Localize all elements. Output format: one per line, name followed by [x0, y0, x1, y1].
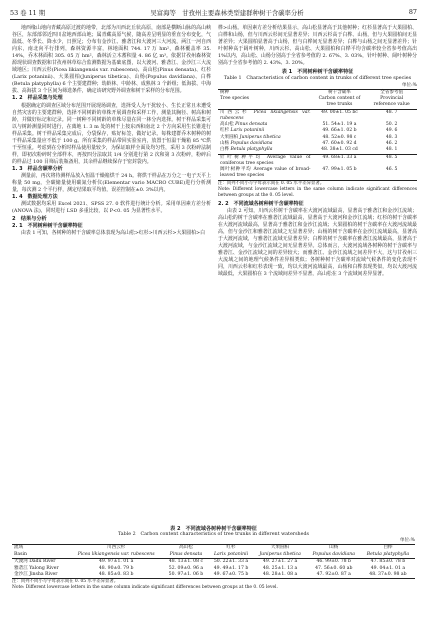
table-row: [218, 167, 417, 180]
t1-species-cn: 高山松: [220, 122, 234, 128]
t1-average-cn: 阔叶树种平均: [220, 167, 252, 173]
t2-value: 49. 04±1. 01 a: [370, 565, 406, 571]
section-1-4-heading: 1. 4 数据处理方法: [12, 194, 58, 201]
study-area-paragraph: 地西缘山地向青藏高原过渡的地带，北部为川西北丘状高原，南部是横断山脉的高山峡谷区，东部部邻近四川盆地西部山地；属青藏高原气候，随高差呈明显的垂直分布变化，气温低、冬季长、降水少，日照足；分布有金沙江、雅砻江和大渡河三大河流，两江一河自西向东，南北向平行排列，森林资源丰富，林地面积 744. 17 万 hm²，森林覆盖率 35. 14%，乔木林面积 305. 05 万 hm²，森林活立木蓄积量 4. 86 亿 m³。依据甘孜州森林资源现状调查数据和甘孜州林草综合监测数据为基础底图，以大渡河、雅砻江、金沙江三大流域地区；川西云杉(Picea likiangensis var. rubescens)、高山松(Pinus densata)、红杉(Larix potaninii)、大果圆柏(Juniperus tibetica)、山杨(Populus davidiana)、白桦(Betula platyphylla) 6 个主要建群种；幼龄林、中龄林、成熟林 3 个龄组；低海拔、中海拔、高海拔 3 个区间为筛选条件，确定该研究野外调查和树干采样的分布范围。: [12, 25, 211, 95]
t1-species-cn: 大果圆柏: [220, 134, 239, 140]
section-2-heading: 2 结果与分析: [12, 216, 47, 223]
carbon-analysis-paragraph: 测量前，再次将待测样品放入恒温干燥箱烘干 24 h。将烘干样品在万分之一电子天平上称量 50 mg，全碳储量使用碳氮分析仪(Elementar vario MACRO CUBE)进行分析测量，每次测 2 个平行样，测定结果取平均值，误差控制在±0. 3%以内。: [12, 172, 211, 194]
t2-value: 49. 27±1. 27 a: [262, 559, 298, 565]
t1-species-cn: 红杉: [220, 128, 230, 134]
table-row: [218, 154, 417, 167]
t2-basin: 雅砻江 Yalong River: [14, 565, 59, 571]
t1-head-species-en: Tree species: [218, 96, 313, 109]
t1-carbon-value: 48. 38±1. 03 cd: [321, 147, 358, 153]
t2-value: 50. 97±1. 06 b: [163, 572, 208, 579]
t2-basin: 金沙江 Jinsha River: [12, 572, 69, 579]
t1-species-latin: Betula platyphylla: [230, 147, 273, 153]
section-2-1-heading: 2. 1 不同树种树干含碳率特征: [12, 223, 83, 230]
t2-head-species: 高山松: [163, 545, 208, 552]
t1-carbon-value: 47. 99±1. 05 b: [313, 167, 367, 180]
t1-head-reference-en: Provincial reference value: [366, 96, 417, 109]
t2-head-species-latin: Populus davidiana: [307, 552, 361, 559]
header-rule: [10, 19, 417, 20]
t1-species-latin: Populus davidiana: [230, 141, 273, 146]
table-2-caption-en: Table 2 Carbon content characteristics of tree trunks in different watersheds: [117, 532, 310, 537]
t1-species-cn: 山杨: [220, 141, 230, 146]
t2-head-species-latin: Pinus densata: [163, 552, 208, 559]
t1-reference-value: 48. 1: [385, 147, 398, 153]
table-2-block: [12, 523, 415, 591]
t1-reference-value: 48. 3: [385, 134, 398, 140]
t2-value: 49. 67±0. 75 b: [208, 572, 253, 579]
t1-reference-value: 46. 5: [366, 167, 417, 180]
results-continued-paragraph: 桦>山杨。单因素方差分析结果显示，高山松显著高于其他树种；红杉显著高于大果圆柏、白桦和山杨，但与川西云杉间无显著差异；川西云杉高于白桦、山杨，但与大果圆柏间无显著差异；大果圆柏显著高于山杨，但与白桦间无显著差异；白桦与山杨之间无显著差异；针叶树种高于阔叶树种，川西云杉、高山松、大果圆柏和白桦平均含碳率较全省参考值高出 1%以内，高山松、山杨分别高于全省参考值的 2. 67%、3. 03%，针叶树种、阔叶树种分别高于全省参考值的 2. 43%、3. 20%。: [218, 25, 417, 67]
t2-value: 46. 99±0. 78 b: [316, 559, 352, 565]
t2-head-species: 白桦: [361, 545, 415, 552]
t2-head-species: 大果圆柏: [254, 545, 307, 552]
t2-value: 48. 90±0. 79 b: [98, 565, 134, 571]
t2-head-species-latin: Juniperus tibetica: [254, 552, 307, 559]
section-1-3-heading: 1. 3 样品含碳率分析: [12, 165, 63, 172]
table-1-note: 注：同列不同小写字母表示间在 0. 05 水平差异显著。: [218, 180, 325, 186]
t2-value: 52. 09±0. 96 a: [168, 565, 204, 571]
t2-value: 47. 85±0. 78 b: [370, 559, 406, 565]
t2-value: 49. 97±1. 01 a: [98, 559, 134, 565]
t2-value: 50. 22±1. 33 a: [213, 559, 249, 565]
t1-head-reference-cn: 全省参考值: [380, 89, 404, 95]
t2-head-species: 川西云杉: [69, 545, 164, 552]
table-1-caption: 表 1 不同树种树干含碳率特征: [281, 69, 354, 76]
table-2-unit: 单位:%: [399, 538, 415, 544]
t2-value: 48. 13±1. 08 c: [168, 559, 204, 565]
table-1-caption-en: Table 1 Characteristics of carbon content in trunks of different tree species: [223, 76, 412, 82]
t1-head-species: [218, 89, 313, 96]
t1-species-latin: Picea likiangensis var. rubescens: [220, 109, 311, 121]
left-column: [12, 25, 211, 237]
table-1-note-en: Note: Different lowercase letters in the same column indicate significant differences between groups at the 0. 05 level.: [218, 186, 417, 198]
t2-value: 47. 92±0. 87 a: [307, 572, 361, 579]
table-2: [12, 544, 415, 579]
t2-head-basin: 流域: [12, 545, 69, 552]
t1-species-latin: Juniperus tibetica: [239, 134, 281, 140]
t2-value: 49. 49±1. 17 b: [213, 565, 249, 571]
t1-average-en: Average value of coniferous tree species: [220, 154, 311, 166]
section-1-2-heading: 1. 2 样品采集与处理: [12, 95, 63, 102]
table-row: [12, 559, 415, 566]
table-row: [218, 147, 417, 154]
right-column: [218, 25, 417, 278]
issue-label: 53 卷 11 期: [10, 8, 46, 17]
t2-head-species-latin: Picea likiangensis var. rubescens: [69, 552, 164, 559]
t1-carbon-value: 48. 52±0. 98 c: [322, 134, 357, 140]
t1-reference-value: 48. 5: [366, 154, 417, 167]
t1-average-cn: 针叶树种平均: [220, 154, 263, 160]
sampling-paragraph: 根据确定的调查区域分布范围开展现场调查，选择受人为干扰较小、生长正常且未遭受自然灾害的主要建群种，选择不同树龄的单株开展调查和采样工作，测量其胸径、树高和树龄，并做好标记和记录。同一树种不同树龄的单株尽量在同一林分内选择。树干样品采集可以与树龄测量同时进行，在离地 1. 3 m 处的树干上按东西和南北 2 个方向采用生长锥进行样品采集。树干样品采集完成后，分袋保存，贴好标签，做好记录。每株建群乔木树种的树干样品采集量应不低于 100 g。所有采集的样品带回实验室内，放置于恒温干燥箱 85 ℃烘干至恒重。考虑到在分析时样品使用量较少，为保证取样全面及均匀性，采用 3 次粉碎法制样，即初次粉碎时全部样本，再按四分法取其 1/4 分别进行第 2 次和第 3 次粉碎，粉碎后的样品过 100 目筛后装瓶备用，其余样品继续保存于密封袋内。: [12, 102, 211, 165]
table-row: [12, 572, 415, 579]
t1-species-cn: 川西云杉: [220, 109, 250, 115]
t2-head-species-latin: Betula platyphylla: [361, 552, 415, 559]
t2-head-species: 红杉: [208, 545, 253, 552]
t1-carbon-value: 49. 68±1. 33 a: [313, 154, 367, 167]
table-1-unit: 单位:%: [401, 82, 417, 88]
table-1: [218, 89, 417, 181]
t1-species-latin: Pinus densata: [235, 122, 268, 128]
t2-head-species: 山杨: [307, 545, 361, 552]
t1-head-carbon: [313, 89, 367, 96]
data-processing-paragraph: 测试数据均采用 Excel 2021、SPSS 27. 0 软件进行统计分析。采用单因素方差分析(ANOVA 法)，同时进行 LSD 多重比较，以 P<0. 05 为显著性水平。: [12, 201, 211, 215]
t1-head-species-cn: 树种: [220, 89, 230, 95]
t1-reference-value: 48. 7: [385, 109, 398, 115]
t1-reference-value: 46. 2: [385, 141, 398, 146]
t1-species-latin: Larix potaninii: [230, 128, 265, 134]
t2-value: 48. 28±1. 08 a: [254, 572, 307, 579]
t1-carbon-value: 51. 54±1. 19 a: [322, 122, 357, 128]
t2-value: 48. 85±0. 83 b: [69, 572, 164, 579]
t1-carbon-value: 49. 00±1. 05 bc: [321, 109, 358, 115]
t1-head-reference: [366, 89, 417, 96]
page-number: 87: [408, 8, 417, 16]
t2-value: 48. 37±0. 98 ab: [361, 572, 415, 579]
t2-value: 48. 25±1. 13 a: [262, 565, 298, 571]
running-title: 吴富海等 甘孜州主要森林类型建群种树干含碳率分析: [150, 8, 304, 17]
table-2-note-en: Note: Different lowercase letters in the same column indicate significant differences between groups at the 0. 05 level.: [12, 585, 278, 591]
table-row: [218, 109, 417, 122]
t2-head-species-latin: Larix potaninii: [208, 552, 253, 559]
t1-reference-value: 49. 6: [385, 128, 398, 134]
table-2-note: 注：同列不同小写字母表示间在 0. 05 水平差异显著。: [12, 579, 119, 585]
t1-carbon-value: 47. 60±0. 92 d: [322, 141, 357, 146]
t1-carbon-value: 49. 66±1. 02 b: [322, 128, 357, 134]
t2-head-basin-en: Basin: [12, 552, 69, 559]
results-paragraph: 由表 1 可知，各树种的树干含碳率总体表现为高山松>红杉>川西云杉>大果圆柏>白: [21, 230, 206, 237]
watershed-paragraph: 由表 2 可知，川西云杉树干含碳率在大渡河流域最高，显著高于雅砻江和金沙江流域；高山松的树干含碳率在雅砻江流域最高，显著高于大渡河和金沙江流域；红杉的树干含碳率在大渡河流域最高，显著高于雅砻江和金沙江流域；大果圆柏的树干含碳率在大渡河流域最高，但与金沙江和雅砻江流域之无显著差异；山杨的树干含碳率在金沙江流域最高，显著高于大渡河流域，与雅砻江流域无显著差异；白桦的树干含碳率在雅砻江流域最高，显著高于大渡河流域，与金沙江流域之间无显著差异。总体而言，大渡河流域各树种的树干含碳率与雅砻江、金沙江流域之间的差异较大；而雅砻江、金沙江流域之间差异不大，这与甘孜州三大流域之间的地理气候条件差异相类似；各树种树干含碳率对流域气候条件的变化表现不同，川西云杉和红杉表现一致，均以大渡河流域最高，山杨和白桦表现类似，均以大渡河流域最低，大果圆柏在 3 个流域间差异不显著，高山松在 3 个流域间差异显著。: [218, 207, 417, 278]
running-header: [10, 6, 417, 18]
section-2-2-heading: 2. 2 不同流域各树种树干含碳率特征: [218, 200, 304, 207]
t1-average-en: Average value of broad-leaved tree species: [220, 167, 311, 179]
table-2-caption: 表 2 不同流域各树种树干含碳率特征: [170, 526, 257, 532]
t2-value: 47. 56±0. 60 ab: [315, 565, 353, 571]
t1-head-carbon-cn: 树干含碳率: [328, 89, 351, 95]
t2-basin: 大渡河 Dadu River: [14, 559, 56, 565]
t1-head-carbon-en: Carbon content of tree trunks: [313, 96, 367, 109]
t1-species-cn: 白桦: [220, 147, 230, 153]
t1-reference-value: 50. 2: [385, 122, 398, 128]
